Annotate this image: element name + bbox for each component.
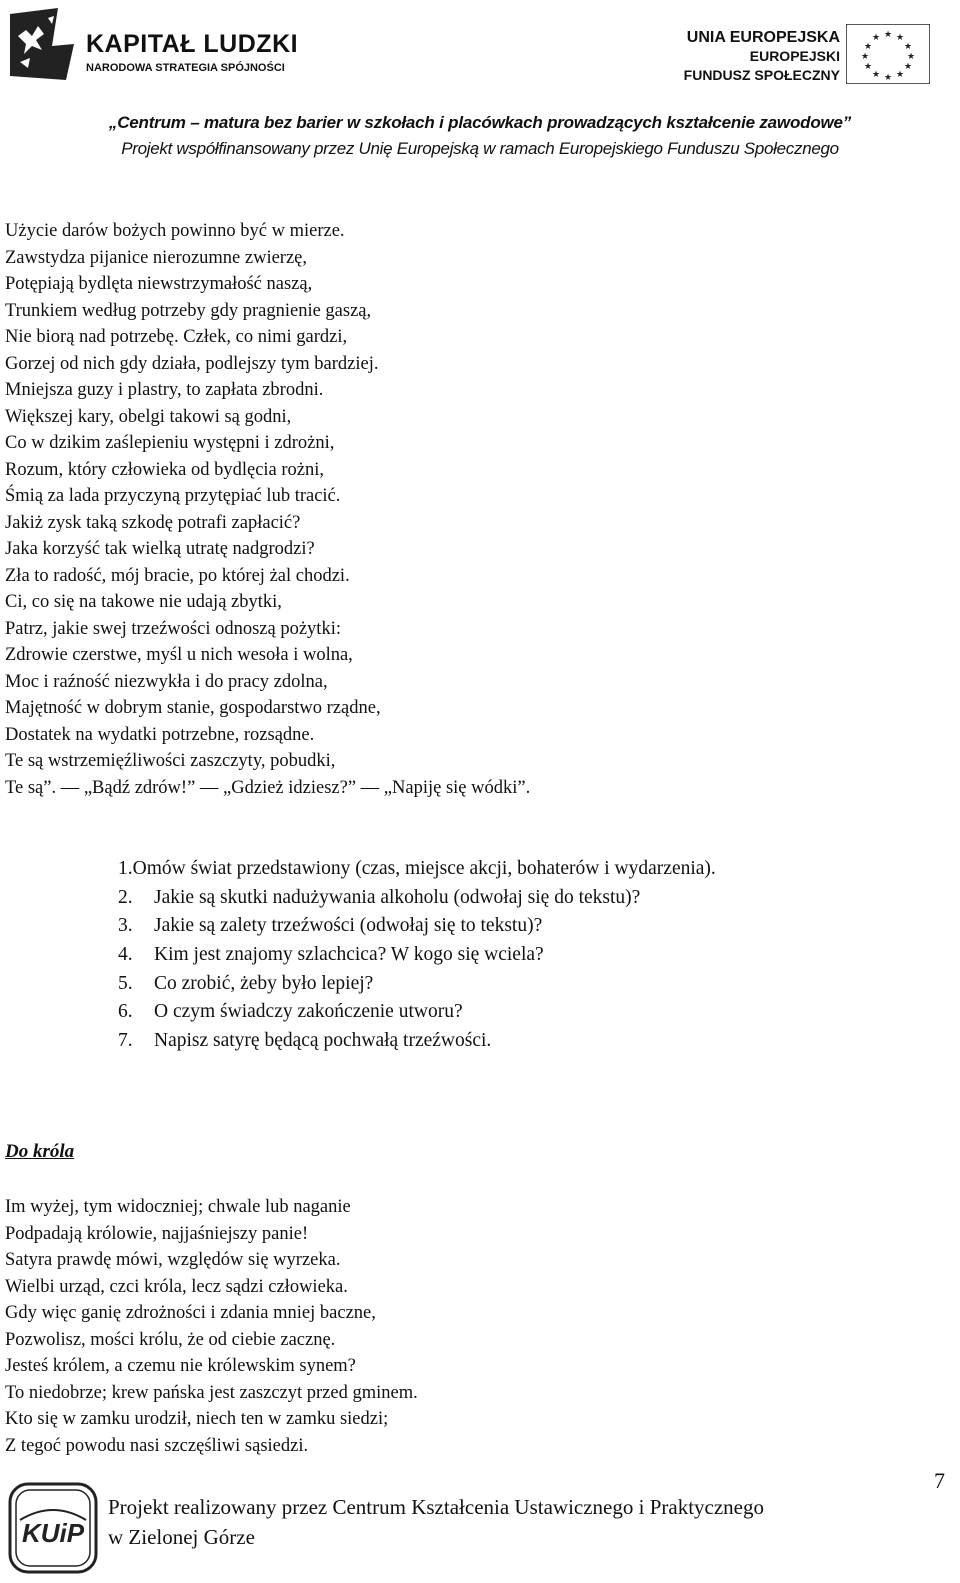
poem-line: Z tegoć powodu nasi szczęśliwi sąsiedzi.: [5, 1435, 309, 1456]
poem-line: Jesteś królem, a czemu nie królewskim synem?: [5, 1356, 356, 1376]
svg-text:★: ★: [883, 73, 893, 83]
poem-line: Moc i raźność niezwykła i do pracy zdolna,: [5, 671, 328, 692]
poem-line: Większej kary, obelgi takowi są godni,: [5, 406, 292, 427]
svg-text:★: ★: [895, 70, 905, 80]
question-item: [118, 855, 716, 884]
poem-line: Jakiż zysk taką szkodę potrafi zapłacić?: [5, 512, 301, 533]
question-text: O czym świadczy zakończenie utworu?: [154, 1001, 463, 1023]
poem-line: Majętność w dobrym stanie, gospodarstwo rządne,: [5, 698, 381, 718]
poem-line: Satyra prawdę mówi, względów się wyrzeka.: [5, 1250, 341, 1270]
question-text: Omów świat przedstawiony (czas, miejsce akcji, bohaterów i wydarzenia).: [132, 858, 716, 879]
footer-line1: Projekt realizowany przez Centrum Kształcenia Ustawicznego i Praktycznego: [108, 1495, 764, 1519]
question-number: 2.: [118, 886, 133, 908]
poem-line: Dostatek na wydatki potrzebne, rozsądne.: [5, 724, 315, 745]
poem-line: Gdy więc ganię zdrożności i zdania mniej baczne,: [5, 1303, 376, 1323]
question-item: [118, 941, 716, 970]
question-text: Jakie są skutki nadużywania alkoholu (odwołaj się do tekstu)?: [154, 886, 641, 908]
ckuip-logo-icon: [6, 1480, 100, 1576]
poem-line: Te są wstrzemięźliwości zaszczyty, pobudki,: [5, 751, 336, 771]
poem-line: Co w dzikim zaślepieniu występni i zdrożni,: [5, 433, 335, 453]
project-title: „Centrum – matura bez barier w szkołach i placówkach prowadzących kształcenie zawodowe”: [108, 113, 852, 132]
project-subtitle: Projekt współfinansowany przez Unię Europejską w ramach Europejskiego Funduszu Społecznego: [121, 139, 839, 158]
poem-line: Jaka korzyść tak wielką utratę nadgrodzi?: [5, 539, 315, 559]
poem-line: Patrz, jakie swej trzeźwości odnoszą pożytki:: [5, 618, 341, 639]
svg-text:★: ★: [871, 33, 881, 43]
page-number: 7: [934, 1468, 945, 1493]
question-item: [118, 970, 716, 999]
eu-stars-flag-icon: [846, 24, 930, 84]
poem-line: Podpadają królowie, najjaśniejszy panie!: [5, 1223, 309, 1244]
eu-logo-line3: FUNDUSZ SPOŁECZNY: [683, 67, 840, 83]
question-number: 4.: [118, 944, 133, 966]
poem-line: Nie biorą nad potrzebę. Człek, co nimi gardzi,: [5, 327, 348, 347]
question-text: Jakie są zalety trzeźwości (odwołaj się to tekstu)?: [154, 915, 543, 937]
question-text: Kim jest znajomy szlachcica? W kogo się wciela?: [154, 944, 544, 966]
footer-line2: w Zielonej Górze: [108, 1525, 255, 1549]
poem-line: Zła to radość, mój bracie, po której żal chodzi.: [5, 565, 350, 586]
question-number: 3.: [118, 915, 133, 937]
question-number: 1.: [118, 858, 133, 879]
poem-line: Trunkiem według potrzeby gdy pragnienie gaszą,: [5, 300, 372, 321]
poem-line: Mniejsza guzy i plastry, to zapłata zbrodni.: [5, 380, 324, 400]
question-item: [118, 998, 716, 1027]
poem-line: Wielbi urząd, czci króla, lecz sądzi człowieka.: [5, 1276, 348, 1297]
svg-text:★: ★: [863, 62, 873, 72]
poem-line: To niedobrze; krew pańska jest zaszczyt przed gminem.: [5, 1382, 418, 1403]
svg-text:★: ★: [883, 30, 893, 40]
poem-do-krola: [5, 1194, 418, 1459]
question-number: 5.: [118, 972, 133, 994]
poem-line: Użycie darów bożych powinno być w mierze.: [5, 221, 345, 241]
poem-line: Im wyżej, tym widoczniej; chwale lub naganie: [5, 1197, 351, 1217]
question-text: Napisz satyrę będącą pochwałą trzeźwości.: [154, 1030, 492, 1052]
footer-text: [108, 1492, 764, 1552]
question-number: 6.: [118, 1001, 133, 1023]
poem-line: Zdrowie czerstwe, myśl u nich wesoła i wolna,: [5, 645, 353, 665]
poem-text: [5, 218, 530, 801]
svg-text:KUiP: KUiP: [21, 1518, 85, 1548]
eu-logo: [650, 18, 950, 84]
poem-line: Kto się w zamku urodził, niech ten w zamku siedzi;: [5, 1409, 389, 1429]
eu-logo-text: [684, 28, 840, 85]
poem-line: Te są”. ― „Bądź zdrów!” ― „Gdzież idziesz?” ― „Napiję się wódki”.: [5, 777, 531, 798]
svg-text:★: ★: [895, 33, 905, 43]
section-title: Do króla: [5, 1141, 75, 1162]
question-item: [118, 1027, 716, 1056]
svg-text:★: ★: [906, 52, 916, 62]
poem-line: Potępiają bydlęta niewstrzymałość naszą,: [5, 274, 313, 294]
svg-text:★: ★: [871, 70, 881, 80]
poem-line: Zawstydza pijanice nierozumne zwierzę,: [5, 247, 308, 268]
question-item: [118, 912, 716, 941]
svg-text:★: ★: [903, 42, 913, 52]
kapital-ludzki-title: KAPITAŁ LUDZKI: [86, 30, 299, 58]
svg-text:★: ★: [860, 52, 870, 62]
svg-text:★: ★: [903, 62, 913, 72]
poem-line: Pozwolisz, mości królu, że od ciebie zacznę.: [5, 1329, 336, 1350]
poem-line: Gorzej od nich gdy działa, podlejszy tym bardziej.: [5, 353, 379, 374]
question-number: 7.: [118, 1030, 133, 1052]
kapital-ludzki-logo: [8, 6, 338, 84]
poem-line: Rozum, który człowieka od bydlęcia rożni,: [5, 459, 325, 480]
question-list: [118, 855, 716, 1056]
poem-line: Śmią za lada przyczyną przytępiać lub tracić.: [5, 486, 341, 506]
kapital-ludzki-subtitle: NARODOWA STRATEGIA SPÓJNOŚCI: [86, 62, 285, 74]
eu-logo-line2: EUROPEJSKI: [749, 48, 840, 64]
question-text: Co zrobić, żeby było lepiej?: [154, 972, 374, 994]
question-item: [118, 884, 716, 913]
svg-text:★: ★: [863, 42, 873, 52]
eu-logo-line1: UNIA EUROPEJSKA: [686, 29, 840, 46]
kapital-ludzki-flag-icon: [8, 6, 78, 82]
poem-line: Ci, co się na takowe nie udają zbytki,: [5, 592, 282, 612]
